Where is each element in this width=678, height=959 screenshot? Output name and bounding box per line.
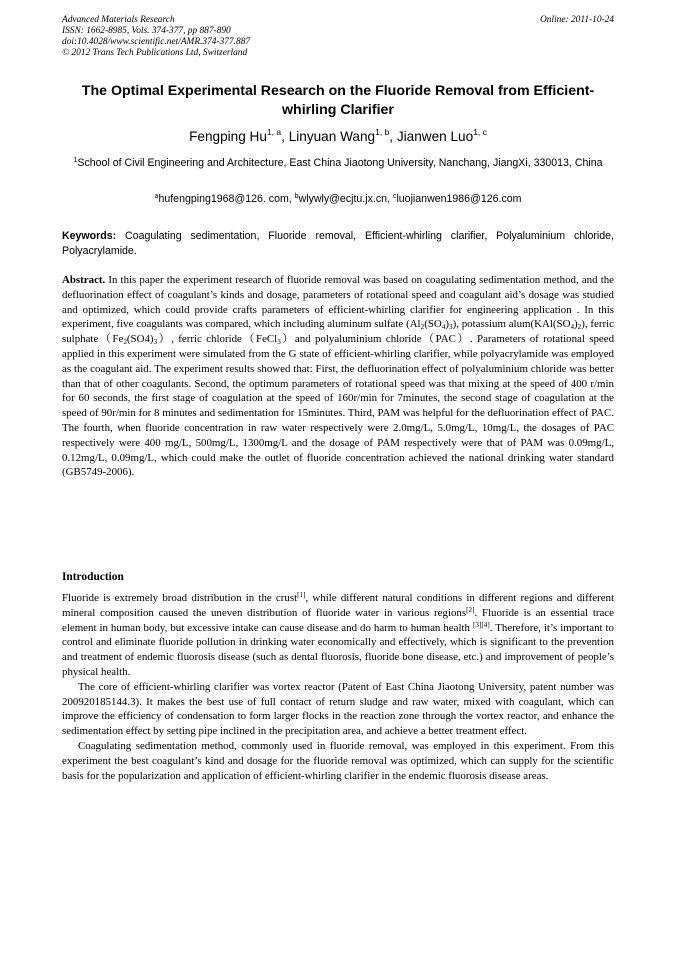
paragraph xyxy=(62,591,614,680)
abstract-text: ）, ferric chloride（FeCl xyxy=(157,333,278,346)
citation[interactable]: [2] xyxy=(466,605,475,614)
paragraph-text: , while different natural conditions in different regions and different mineral composition caused the uneven distribution of fluoride water in various regions xyxy=(62,592,615,619)
paragraph: The core of efficient-whirling clarifier was vortex reactor (Patent of East China Jiaotong University, patent number was 200920185144.3). It makes the best use of full contact of return sludge and raw water, mixed with coagulant, which can improve the efficiency of condensation to form larger flocks in the reaction zone through the vortex reactor, and enhance the sedimentation effect by setting pipe inclined in the precipitation area, and achieve a better treatment effect. xyxy=(62,680,614,738)
subscript: 3 xyxy=(277,338,281,347)
abstract-text: ) xyxy=(445,318,449,331)
abstract-text: In this paper the experiment research of fluoride removal was based on coagulating sedimentation method, and the defluorination effect of coagulant’s kinds and dosage, parameters of rotational speed and coagulant aid’s dosage was studied and optimized, which could provide crafts parameters of efficient-whirling clarifier for engineering application . In this experiment, five coagulants was compared, which including aluminum sulfate (Al xyxy=(62,274,614,331)
author-name: Fengping Hu xyxy=(189,129,267,144)
email-address: luojianwen1986@126.com xyxy=(396,193,522,205)
abstract-label: Abstract. xyxy=(62,274,106,286)
author-list xyxy=(62,128,614,146)
keywords-label: Keywords: xyxy=(62,230,117,242)
subscript: 2 xyxy=(123,338,127,347)
subscript: 2 xyxy=(420,323,425,332)
copyright-line: © 2012 Trans Tech Publications Ltd, Switzerland xyxy=(62,48,248,58)
subscript: 4 xyxy=(570,323,575,332)
author-emails xyxy=(62,192,614,207)
author-separator: , xyxy=(281,129,289,144)
author-affiliation-mark: 1, b xyxy=(375,127,390,137)
subscript: 3 xyxy=(153,338,158,347)
subscript: 3 xyxy=(448,323,453,332)
email-address: hufengping1968@126. com xyxy=(158,193,289,205)
affiliation xyxy=(62,156,614,171)
email-separator: , xyxy=(387,193,393,205)
email-mark: c xyxy=(392,193,397,200)
citation[interactable]: [3][4] xyxy=(472,620,490,629)
affiliation-text: School of Civil Engineering and Architecture, East China Jiaotong University, Nanchang, JiangXi, 330013, China xyxy=(77,157,603,169)
journal-name: Advanced Materials Research xyxy=(62,15,175,25)
email-address: wlywly@ecjtu.jx.cn xyxy=(298,193,388,205)
author-name: Jianwen Luo xyxy=(396,129,474,144)
author-separator: , xyxy=(389,129,397,144)
author-name: Linyuan Wang xyxy=(288,129,376,144)
abstract-text: ), ferric sulphate（Fe xyxy=(62,318,615,346)
paper-title: The Optimal Experimental Research on the Fluoride Removal from Efficient-whirling Clarifier xyxy=(81,83,595,118)
online-date: Online: 2011-10-24 xyxy=(539,15,614,25)
paragraph-text: . Therefore, it’s important to control and eliminate fluoride pollution in drinking water economically and effectively, which is significant to the prevention and treatment of endemic fluorosis disease (such as dental fluorosis, fluoride bone disease, etc.) and improvement of people’s physical health. xyxy=(62,621,615,678)
doi-line: doi:10.4028/www.scientific.net/AMR.374-377.887 xyxy=(62,37,251,47)
abstract xyxy=(62,273,614,480)
abstract-text: (SO xyxy=(424,318,442,331)
email-mark: b xyxy=(294,193,299,200)
paragraph: Coagulating sedimentation method, commonly used in fluoride removal, was employed in this experiment. From this experiment the best coagulant’s kind and dosage for the fluoride removal was optimized, which can supply for the scientific basis for the popularization and application of efficient-whirling clarifier in the endemic fluorosis disease areas. xyxy=(62,739,614,782)
journal-header xyxy=(62,15,614,59)
abstract-text: (SO4) xyxy=(126,333,154,346)
citation[interactable]: [1] xyxy=(297,591,306,599)
abstract-text: ）and polyaluminium chloride（PAC）. Parameters of rotational speed applied in this experiment were simulated from the G state of efficient-whirling clarifier, while polyacrylamide was employed as the coagulant aid. The experiment results showed that: First, the defluorination effect of polyaluminium chloride was better than that of other coagulants. Second, the optimum parameters of rotational speed was that mixing at the speed of 400 r/min for 60 seconds, the first stage of coagulation at the speed of 160r/min for 7minutes, the second stage of coagulation at the speed of 90r/min for 8 minutes and sedimentation for 15minutes. Third, PAM was helpful for the defluorination effect of PAC. The fourth, when fluoride concentration in raw water respectively were 2.0mg/L, 5.0mg/L, 10mg/L, the dosages of PAC respectively were 400 mg/L, 500mg/L, 1300mg/L and the dosage of PAM respectively were that of PAM was 0.09mg/L, 0.12mg/L, 0.09mg/L, which could make the outlet of fluoride concentration achieved the national drinking water standard (GB5749-2006). xyxy=(62,333,615,479)
author-affiliation-mark: 1, c xyxy=(473,127,487,137)
abstract-text: ), potassium alum(KAl(SO xyxy=(452,318,571,331)
subscript: 4 xyxy=(441,323,446,332)
subscript: 2 xyxy=(577,323,582,332)
paragraph-text: . Fluoride is an essential trace element in human body, but excessive intake can cause disease and do harm to human health xyxy=(62,606,614,634)
email-separator: , xyxy=(288,193,295,205)
author-affiliation-mark: 1, a xyxy=(266,127,282,137)
introduction-body xyxy=(62,591,614,783)
paragraph-text: Fluoride is extremely broad distribution in the crust xyxy=(62,592,298,604)
abstract-text: ) xyxy=(574,318,578,331)
email-mark: a xyxy=(154,193,159,200)
section-heading-introduction: Introduction xyxy=(62,571,124,583)
issn-line: ISSN: 1662-8985, Vols. 374-377, pp 887-890 xyxy=(62,26,231,36)
keywords xyxy=(62,229,614,259)
keywords-text: Coagulating sedimentation, Fluoride removal, Efficient-whirling clarifier, Polyaluminium chloride, Polyacrylamide. xyxy=(62,230,614,257)
affiliation-mark: 1 xyxy=(73,157,78,164)
